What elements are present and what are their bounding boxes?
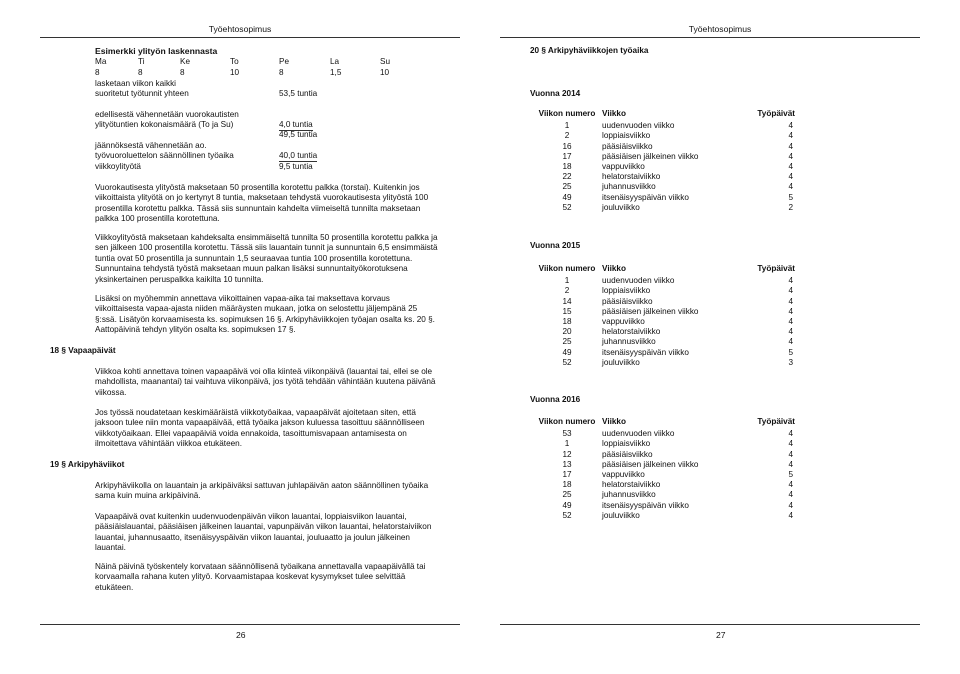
paragraph-1: Vuorokautisesta ylityöstä maksetaan 50 prosentilla korotettu palkka (torstai). Kuitenkin jos viikoittaista ylityötä on jo kertynyt 8 tuntia, maksetaan tehdystä vuorokautisesta ylityöstä 100 prosentilla korotettu palkka. Tässä siis sunnuntain kahdelta viimeiseltä tunnilta maksetaan palkka 100 prosentilla korotettuna. [95, 183, 429, 224]
day-label: Su [380, 57, 391, 66]
week-name-cell: juhannusviikko [602, 182, 656, 192]
sub-value-1-text: 4,0 tuntia [279, 120, 313, 131]
week-number-cell: 1 [564, 121, 570, 131]
paragraph-8: Näinä päivinä työskentely korvataan säännöllisenä työaikana annettavalla vapaapäivällä tai korvaamalla rahana kuten ylityö. Korvaamistapaa koskevat kysymykset tulee selvittää etukäteen. [95, 562, 426, 592]
column-header: Viikko [602, 417, 626, 426]
sub-value-2: 49,5 tuntia [279, 130, 318, 139]
table-row [532, 337, 795, 347]
workdays-cell: 4 [788, 121, 793, 131]
week-table [532, 264, 795, 368]
day-hours: 8 [180, 68, 185, 77]
workdays-cell: 4 [788, 510, 793, 520]
rem-label-1: jäännöksestä vähennetään ao. [95, 141, 207, 150]
week-number-cell: 13 [562, 459, 572, 469]
table-header-row [532, 417, 795, 429]
workdays-cell: 4 [788, 317, 793, 327]
table-row [532, 307, 795, 317]
paragraph-7: Vapaapäivä ovat kuitenkin uudenvuodenpäivän viikon lauantai, loppiaisviikon lauantai, pääsiäislauantai, pääsiäisen jälkeinen lauantai, vapunpäivän viikon lauantai, helatorstaiviikon lauantai, juhannusaatto, itsenäisyyspäivän viikon lauantai, jouluaatto ja joulun jälkeinen lauantai. [95, 512, 432, 553]
week-name-cell: pääsiäisen jälkeinen viikko [602, 306, 699, 316]
left-page-number: 26 [236, 630, 246, 640]
section-19-title: 19 § Arkipyhäviikot [50, 460, 125, 469]
week-number-cell: 25 [562, 490, 572, 500]
week-name-cell: uudenvuoden viikko [602, 276, 675, 286]
week-name-cell: pääsiäisviikko [602, 141, 653, 151]
day-hours: 8 [95, 68, 100, 77]
table-row [532, 152, 795, 162]
workdays-cell: 4 [788, 439, 793, 449]
paragraph-2: Viikkoylityöstä maksetaan kahdeksalta ensimmäiseltä tunnilta 50 prosentilla korotettu palkka ja sen jälkeen 100 prosentilla korotettu. Tässä siis lauantain tunnit ja sunnuntain 6,5 ensimmäistä tuntia ovat 50 prosentilla ja sunnuntain 1,5 seuraavaa tuntia 100 prosentilla korotettuna. Sunnuntaina tehdystä työstä maksetaan muun palkan lisäksi sunnuntaityökorotuksena yksinkertainen peruspalkka kaikilta 10 tunnilta. [95, 233, 438, 284]
week-name-cell: helatorstaiviikko [602, 327, 661, 337]
day-hours: 8 [138, 68, 143, 77]
week-number-cell: 2 [564, 131, 570, 141]
calc-label-1: lasketaan viikon kaikki [95, 79, 177, 88]
table-row [532, 358, 795, 368]
week-name-cell: loppiaisviikko [602, 131, 651, 141]
column-header: Viikon numero [538, 109, 596, 118]
table-row [532, 470, 795, 480]
week-number-cell: 52 [562, 510, 572, 520]
week-number-cell: 2 [564, 286, 570, 296]
week-number-cell: 49 [562, 500, 572, 510]
week-name-cell: jouluviikko [602, 202, 640, 212]
rem-value-1 [279, 151, 317, 162]
workdays-cell: 2 [788, 202, 793, 212]
day-label: Pe [279, 57, 290, 66]
week-number-cell: 17 [562, 470, 572, 480]
column-header: Työpäivät [757, 417, 795, 426]
table-row [532, 439, 795, 449]
workdays-cell: 5 [788, 192, 793, 202]
week-number-cell: 20 [562, 327, 572, 337]
right-page [480, 0, 960, 674]
day-hours: 10 [230, 68, 240, 77]
day-label: Ma [95, 57, 107, 66]
column-header: Viikon numero [538, 264, 596, 273]
workdays-cell: 4 [788, 131, 793, 141]
workdays-cell: 4 [788, 449, 793, 459]
week-name-cell: jouluviikko [602, 510, 640, 520]
workdays-cell: 5 [788, 347, 793, 357]
week-number-cell: 1 [564, 439, 570, 449]
week-name-cell: vappuviikko [602, 317, 645, 327]
table-row [532, 450, 795, 460]
section-18-title: 18 § Vapaapäivät [50, 346, 116, 355]
week-name-cell: itsenäisyyspäivän viikko [602, 500, 689, 510]
column-header: Viikko [602, 264, 626, 273]
workdays-cell: 4 [788, 151, 793, 161]
right-page-header: Työehtosopimus [688, 24, 752, 34]
table-row [532, 327, 795, 337]
week-name-cell: jouluviikko [602, 357, 640, 367]
table-row [532, 511, 795, 521]
week-name-cell: pääsiäisviikko [602, 296, 653, 306]
table-row [532, 142, 795, 152]
column-header: Viikko [602, 109, 626, 118]
example-title: Esimerkki ylityön laskennasta [95, 46, 218, 56]
right-header-rule [500, 37, 920, 38]
table-row [532, 131, 795, 141]
week-table [532, 417, 795, 521]
table-row [532, 276, 795, 286]
year-title: Vuonna 2015 [530, 241, 581, 250]
table-row [532, 203, 795, 213]
table-row [532, 501, 795, 511]
table-row [532, 317, 795, 327]
week-number-cell: 49 [562, 347, 572, 357]
year-title: Vuonna 2016 [530, 395, 581, 404]
week-name-cell: vappuviikko [602, 162, 645, 172]
paragraph-3: Lisäksi on myöhemmin annettava viikoittainen vapaa-aika tai maksettava korvaus viikoittaisesta vapaa-ajasta niiden määräysten mukaan, jotka on selostettu jäljempänä 25 §:ssä. Lisätyön korvaamisesta ks. sopimuksen 16 §. Arkipyhäviikkojen työajan osalta ks. 20 §. Aattopäivinä tehdyn ylityön osalta ks. sopimuksen 17 §. [95, 294, 435, 335]
week-number-cell: 16 [562, 141, 572, 151]
week-name-cell: itsenäisyyspäivän viikko [602, 192, 689, 202]
table-row [532, 348, 795, 358]
week-number-cell: 14 [562, 296, 572, 306]
workdays-cell: 4 [788, 306, 793, 316]
week-name-cell: helatorstaiviikko [602, 480, 661, 490]
week-table [532, 109, 795, 213]
workdays-cell: 4 [788, 327, 793, 337]
right-page-number: 27 [716, 630, 726, 640]
weekly-label: viikkoylityötä [95, 162, 141, 171]
week-number-cell: 17 [562, 151, 572, 161]
sub-label-2: ylityötuntien kokonaismäärä (To ja Su) [95, 120, 234, 129]
column-header: Työpäivät [757, 264, 795, 273]
week-name-cell: itsenäisyyspäivän viikko [602, 347, 689, 357]
section-20-title: 20 § Arkipyhäviikkojen työaika [530, 46, 649, 55]
calc-value-1: 53,5 tuntia [279, 89, 318, 98]
workdays-cell: 5 [788, 470, 793, 480]
week-name-cell: loppiaisviikko [602, 439, 651, 449]
sub-label-1: edellisestä vähennetään vuorokautisten [95, 110, 239, 119]
table-row [532, 480, 795, 490]
week-name-cell: pääsiäisen jälkeinen viikko [602, 151, 699, 161]
week-name-cell: uudenvuoden viikko [602, 121, 675, 131]
left-footer-rule [40, 624, 460, 625]
day-label: Ke [180, 57, 191, 66]
week-number-cell: 18 [562, 162, 572, 172]
workdays-cell: 4 [788, 429, 793, 439]
week-name-cell: pääsiäisen jälkeinen viikko [602, 459, 699, 469]
workdays-cell: 4 [788, 296, 793, 306]
week-number-cell: 49 [562, 192, 572, 202]
rem-label-2: työvuoroluettelon säännöllinen työaika [95, 151, 234, 160]
day-label: La [330, 57, 340, 66]
column-header: Viikon numero [538, 417, 596, 426]
week-name-cell: juhannusviikko [602, 337, 656, 347]
workdays-cell: 4 [788, 480, 793, 490]
table-row [532, 297, 795, 307]
workdays-cell: 4 [788, 490, 793, 500]
workdays-cell: 4 [788, 286, 793, 296]
week-name-cell: uudenvuoden viikko [602, 429, 675, 439]
table-row [532, 193, 795, 203]
left-page-header: Työehtosopimus [208, 24, 272, 34]
day-hours: 10 [380, 68, 390, 77]
week-number-cell: 52 [562, 357, 572, 367]
table-row [532, 172, 795, 182]
week-number-cell: 1 [564, 276, 570, 286]
calc-label-2: suoritetut työtunnit yhteen [95, 89, 189, 98]
workdays-cell: 4 [788, 500, 793, 510]
day-label: To [230, 57, 239, 66]
week-number-cell: 12 [562, 449, 572, 459]
paragraph-5: Jos työssä noudatetaan keskimääräistä viikkotyöaikaa, vapaapäivät ajoitetaan siten, että jaksoon tulee niin monta vapaapäivää, että työaika jakson kuluessa tasoittuu säännölliseen viikkotyöaikaan. Ellei vapaapäiviä voida ennakoida, tasoittumisvapaan antamisesta on ilmoitettava vähintään viikkoa etukäteen. [95, 408, 425, 449]
workdays-cell: 3 [788, 357, 793, 367]
week-number-cell: 15 [562, 306, 572, 316]
table-row [532, 162, 795, 172]
workdays-cell: 4 [788, 141, 793, 151]
table-row [532, 460, 795, 470]
table-row [532, 182, 795, 192]
right-footer-rule [500, 624, 920, 625]
week-name-cell: vappuviikko [602, 470, 645, 480]
workdays-cell: 4 [788, 172, 793, 182]
week-name-cell: juhannusviikko [602, 490, 656, 500]
workdays-cell: 4 [788, 459, 793, 469]
table-row [532, 429, 795, 439]
workdays-cell: 4 [788, 337, 793, 347]
rem-value-1-text: 40,0 tuntia [279, 151, 317, 162]
day-hours: 8 [279, 68, 284, 77]
paragraph-6: Arkipyhäviikolla on lauantain ja arkipäiväksi sattuvan juhlapäivän aaton säännöllinen työaika sama kuin muina arkipäivinä. [95, 481, 429, 501]
day-hours: 1,5 [330, 68, 342, 77]
table-row [532, 286, 795, 296]
week-number-cell: 18 [562, 480, 572, 490]
table-header-row [532, 109, 795, 121]
workdays-cell: 4 [788, 276, 793, 286]
workdays-cell: 4 [788, 162, 793, 172]
table-header-row [532, 264, 795, 276]
week-number-cell: 22 [562, 172, 572, 182]
week-number-cell: 18 [562, 317, 572, 327]
week-number-cell: 25 [562, 182, 572, 192]
workdays-cell: 4 [788, 182, 793, 192]
year-title: Vuonna 2014 [530, 89, 581, 98]
left-header-rule [40, 37, 460, 38]
table-row [532, 490, 795, 500]
column-header: Työpäivät [757, 109, 795, 118]
paragraph-4: Viikkoa kohti annettava toinen vapaapäivä voi olla kiinteä viikonpäivä (lauantai tai, ellei se ole mahdollista, maanantai) tai vaihtuva viikonpäivä, jos työtä tehdään vähintään kuutena päivänä viikossa. [95, 367, 436, 397]
week-name-cell: helatorstaiviikko [602, 172, 661, 182]
week-name-cell: loppiaisviikko [602, 286, 651, 296]
weekly-value: 9,5 tuntia [279, 162, 313, 171]
week-number-cell: 25 [562, 337, 572, 347]
week-number-cell: 52 [562, 202, 572, 212]
day-label: Ti [138, 57, 145, 66]
week-name-cell: pääsiäisviikko [602, 449, 653, 459]
table-row [532, 121, 795, 131]
week-number-cell: 53 [562, 429, 572, 439]
